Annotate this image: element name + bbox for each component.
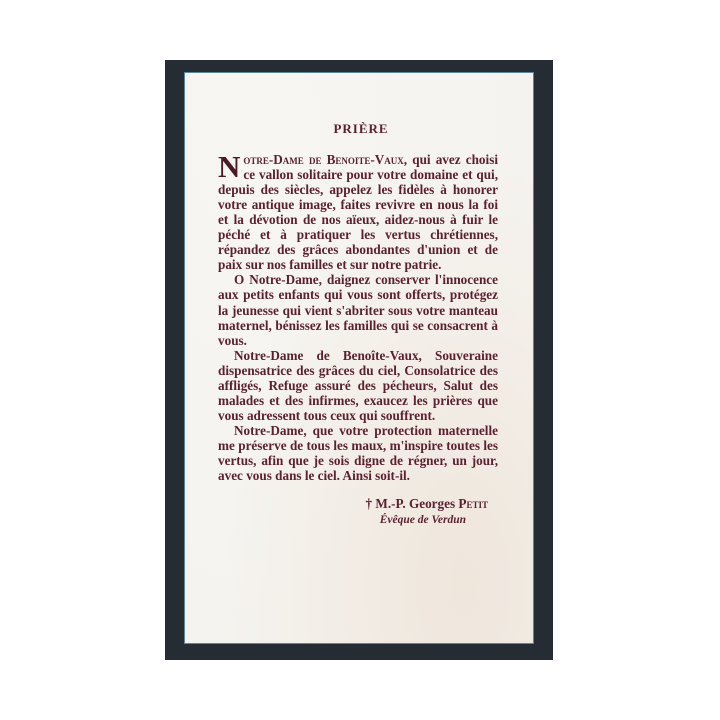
signature-surname: Petit (458, 496, 488, 512)
paragraph-2: O Notre-Dame, daignez conserver l'innocence aux petits enfants qui vous sont offerts, protégez la jeunesse qui vient s'abriter sous votre manteau maternel, bénissez les familles qui se consacrent à vous. (218, 272, 498, 348)
drop-cap: N (218, 149, 241, 185)
signature-name: M.-P. Georges (375, 496, 456, 512)
signature-title: Évêque de Verdun (379, 514, 466, 527)
signature (218, 496, 498, 511)
paragraph-3: Notre-Dame de Benoîte-Vaux, Souveraine dispensatrice des grâces du ciel, Consolatrice des affligés, Refuge assuré des pécheurs, Salut des malades et des infirmes, exaucez les prières que vous adressent tous ceux qui souffrent. (218, 347, 498, 423)
prayer-content (218, 121, 498, 528)
paragraph-1-text: qui avez choisi ce vallon solitaire pour votre domaine et qui, depuis des siècles, appelez les fidèles à honorer votre antique image, faites revivre en nous la foi et la dévotion de nos aïeux, aidez-nous à fuir le péché et à pratiquer les vertus chrétiennes, répandez des grâces abondantes d'union et de paix sur nos familles et sur notre patrie. (218, 152, 498, 273)
paragraph-1 (218, 149, 498, 273)
paragraph-4: Notre-Dame, que votre protection maternelle me préserve de tous les maux, m'inspire toutes les vertus, afin que je sois digne de régner, un jour, avec vous dans le ciel. Ainsi soit-il. (218, 422, 498, 484)
invocation-small-caps: otre-Dame de Benoite-Vaux, (243, 152, 408, 168)
cross-icon: † (365, 496, 373, 512)
prayer-title: PRIÈRE (333, 121, 389, 136)
prayer-card (185, 73, 533, 643)
